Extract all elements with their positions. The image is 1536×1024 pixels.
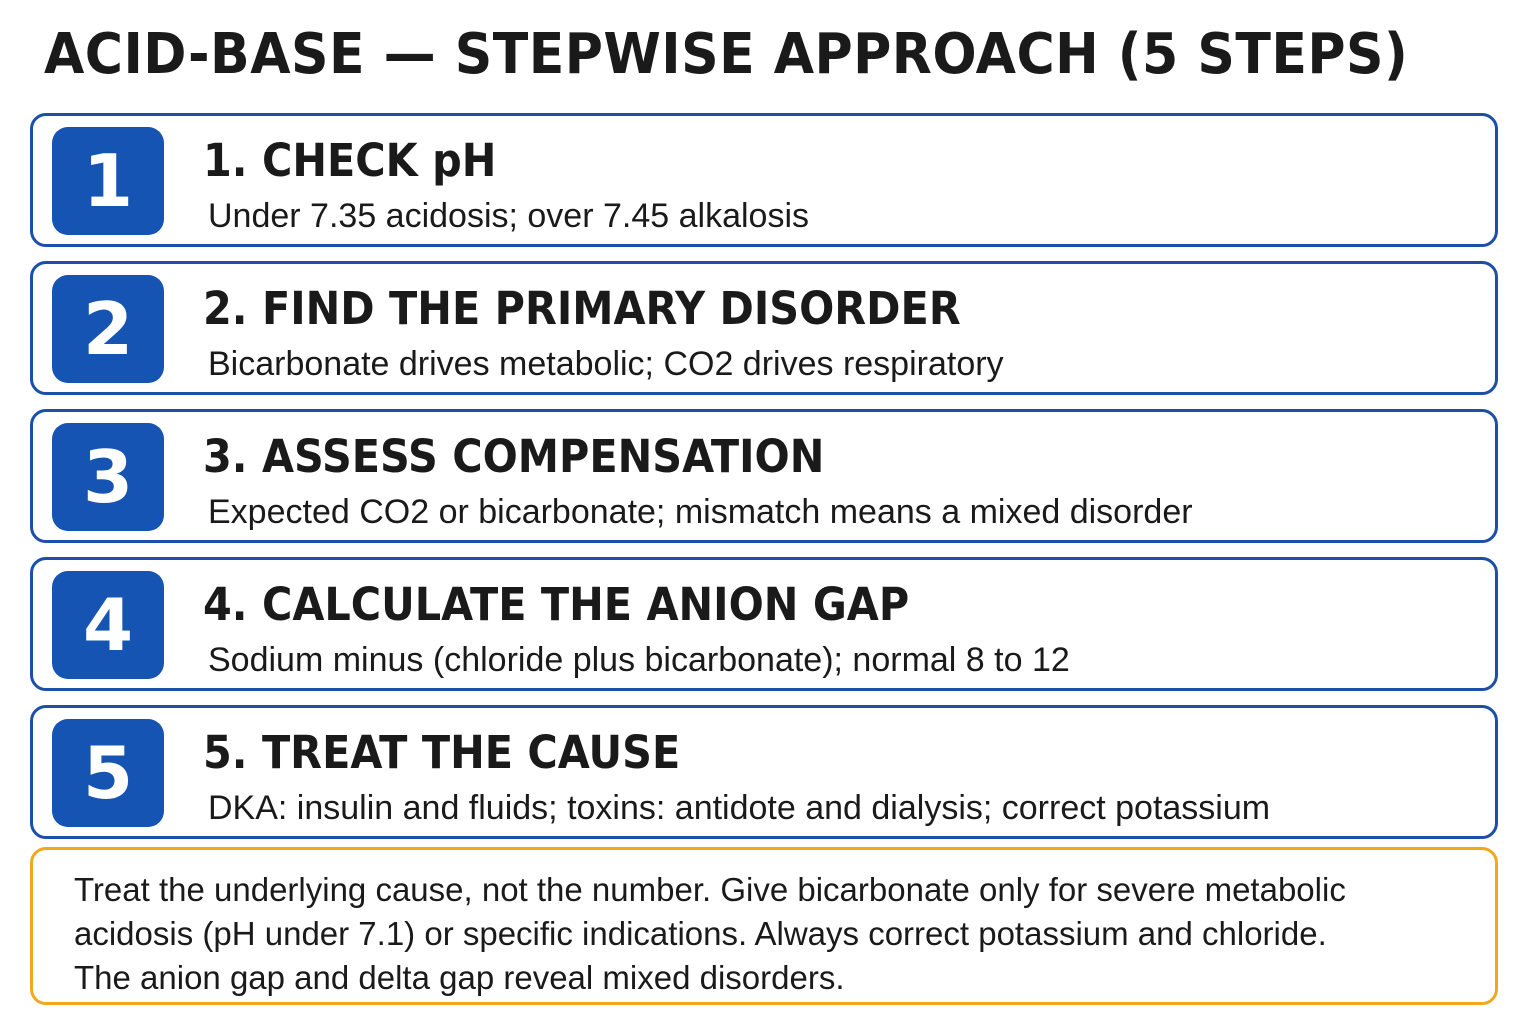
step-card-3 xyxy=(30,409,1498,543)
step-description: Under 7.35 acidosis; over 7.45 alkalosis xyxy=(208,197,809,235)
step-heading: 3. ASSESS COMPENSATION xyxy=(203,430,825,483)
step-card-1 xyxy=(30,113,1498,247)
step-heading: 2. FIND THE PRIMARY DISORDER xyxy=(203,282,961,335)
step-heading: 4. CALCULATE THE ANION GAP xyxy=(203,578,910,631)
step-number-badge: 5 xyxy=(52,719,164,827)
step-card-5 xyxy=(30,705,1498,839)
step-heading: 1. CHECK pH xyxy=(203,134,497,187)
step-number-badge: 4 xyxy=(52,571,164,679)
steps-list xyxy=(30,113,1498,853)
note-line: Treat the underlying cause, not the number. Give bicarbonate only for severe metabolic xyxy=(74,871,1346,908)
step-number-badge: 1 xyxy=(52,127,164,235)
step-description: DKA: insulin and fluids; toxins: antidote and dialysis; correct potassium xyxy=(208,789,1271,827)
step-description: Bicarbonate drives metabolic; CO2 drives respiratory xyxy=(208,345,1004,383)
note-line: acidosis (pH under 7.1) or specific indications. Always correct potassium and chloride. xyxy=(74,915,1327,952)
note-line: The anion gap and delta gap reveal mixed disorders. xyxy=(74,959,845,996)
step-heading: 5. TREAT THE CAUSE xyxy=(203,726,681,779)
step-number-badge: 3 xyxy=(52,423,164,531)
step-description: Expected CO2 or bicarbonate; mismatch means a mixed disorder xyxy=(208,493,1193,531)
step-card-2 xyxy=(30,261,1498,395)
step-card-4 xyxy=(30,557,1498,691)
step-description: Sodium minus (chloride plus bicarbonate); normal 8 to 12 xyxy=(208,641,1070,679)
step-number-badge: 2 xyxy=(52,275,164,383)
page-title: ACID-BASE — STEPWISE APPROACH (5 STEPS) xyxy=(44,22,1409,87)
summary-note-box xyxy=(30,847,1498,1005)
